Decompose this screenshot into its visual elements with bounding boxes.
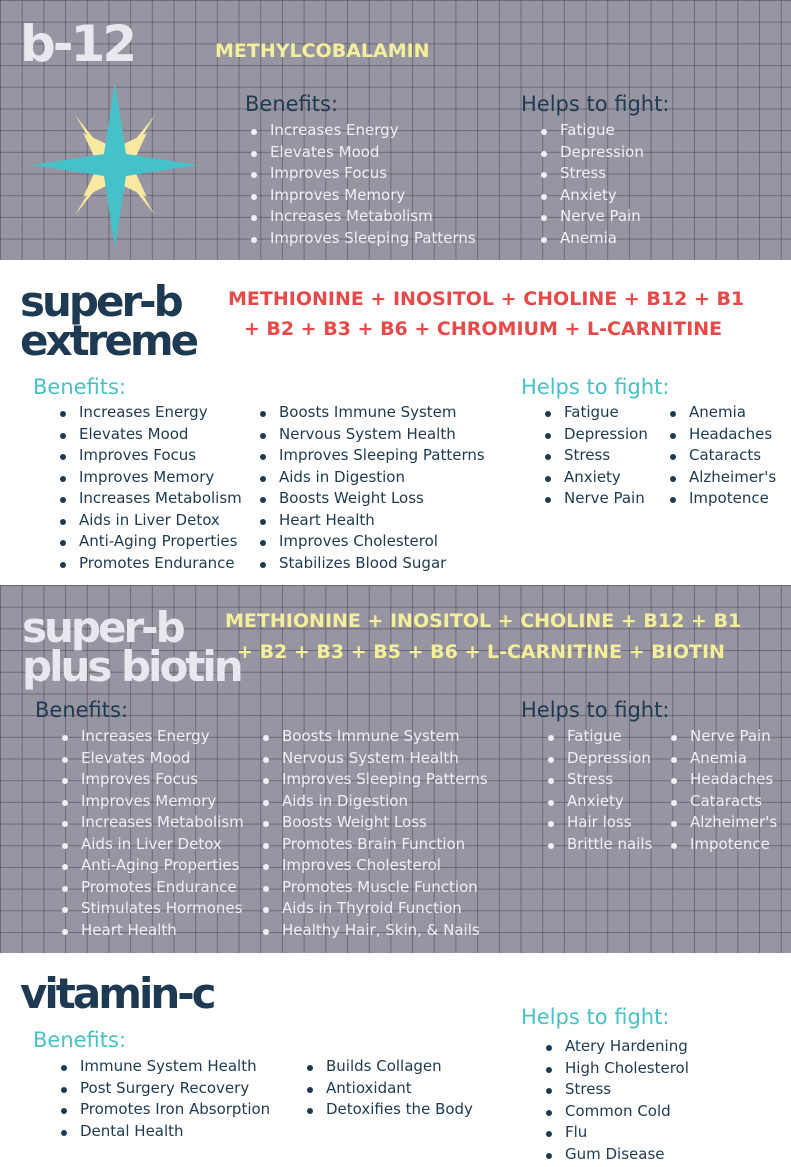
list-item: Detoxifies the Body	[304, 1099, 473, 1121]
b12-section	[0, 0, 791, 260]
list-item: Anti-Aging Properties	[57, 531, 242, 553]
list-item: Healthy Hair, Skin, & Nails	[260, 920, 488, 942]
biotin-fight-col1	[545, 726, 652, 855]
list-item: Anxiety	[538, 185, 644, 207]
biotin-formula-line1: METHIONINE + INOSITOL + CHOLINE + B12 + B1	[225, 610, 742, 632]
b12-benefits-list	[248, 120, 476, 249]
list-item: Elevates Mood	[57, 424, 242, 446]
list-item: Increases Energy	[248, 120, 476, 142]
list-item: Stress	[543, 1079, 689, 1101]
list-item: Atery Hardening	[543, 1036, 689, 1058]
biotin-title-line2: plus biotin	[22, 642, 241, 691]
list-item: Promotes Brain Function	[260, 834, 488, 856]
list-item: Elevates Mood	[59, 748, 244, 770]
list-item: Cataracts	[668, 791, 777, 813]
list-item: Boosts Immune System	[257, 402, 485, 424]
list-item: High Cholesterol	[543, 1058, 689, 1080]
list-item: Anemia	[668, 748, 777, 770]
super-b-extreme-section	[0, 260, 791, 585]
list-item: Aids in Thyroid Function	[260, 898, 488, 920]
list-item: Antioxidant	[304, 1078, 473, 1100]
list-item: Anemia	[667, 402, 776, 424]
b12-subtitle: METHYLCOBALAMIN	[215, 40, 430, 62]
biotin-title-line1: super-b	[22, 603, 183, 652]
vitc-fight-heading: Helps to fight:	[521, 1005, 670, 1029]
list-item: Flu	[543, 1122, 689, 1144]
list-item: Promotes Iron Absorption	[58, 1099, 270, 1121]
list-item: Depression	[538, 142, 644, 164]
list-item: Anemia	[538, 228, 644, 250]
list-item: Cataracts	[667, 445, 776, 467]
extreme-fight-col1	[542, 402, 648, 510]
list-item: Headaches	[668, 769, 777, 791]
list-item: Boosts Immune System	[260, 726, 488, 748]
vitc-fight-list	[543, 1036, 689, 1165]
list-item: Improves Sleeping Patterns	[257, 445, 485, 467]
b12-fight-heading: Helps to fight:	[521, 92, 670, 116]
biotin-benefits-col2	[260, 726, 488, 941]
list-item: Stress	[538, 163, 644, 185]
vitc-benefits-col1	[58, 1056, 270, 1142]
extreme-formula-line2: + B2 + B3 + B6 + CHROMIUM + L-CARNITINE	[243, 318, 723, 340]
list-item: Headaches	[667, 424, 776, 446]
list-item: Nerve Pain	[668, 726, 777, 748]
b12-benefits-heading: Benefits:	[245, 92, 339, 116]
extreme-fight-col2	[667, 402, 776, 510]
list-item: Heart Health	[257, 510, 485, 532]
list-item: Improves Memory	[248, 185, 476, 207]
list-item: Increases Metabolism	[59, 812, 244, 834]
extreme-benefits-col2	[257, 402, 485, 574]
list-item: Impotence	[667, 488, 776, 510]
list-item: Increases Metabolism	[248, 206, 476, 228]
list-item: Increases Metabolism	[57, 488, 242, 510]
list-item: Elevates Mood	[248, 142, 476, 164]
biotin-fight-col2	[668, 726, 777, 855]
list-item: Aids in Digestion	[260, 791, 488, 813]
extreme-benefits-col1	[57, 402, 242, 574]
list-item: Boosts Weight Loss	[257, 488, 485, 510]
list-item: Anti-Aging Properties	[59, 855, 244, 877]
list-item: Brittle nails	[545, 834, 652, 856]
list-item: Improves Memory	[59, 791, 244, 813]
star-icon	[30, 80, 200, 250]
list-item: Post Surgery Recovery	[58, 1078, 270, 1100]
list-item: Heart Health	[59, 920, 244, 942]
biotin-formula-line2: + B2 + B3 + B5 + B6 + L-CARNITINE + BIOTIN	[237, 641, 725, 663]
b12-title: b-12	[20, 15, 135, 73]
list-item: Promotes Endurance	[59, 877, 244, 899]
list-item: Promotes Endurance	[57, 553, 242, 575]
list-item: Stress	[542, 445, 648, 467]
extreme-formula-line1: METHIONINE + INOSITOL + CHOLINE + B12 + B1	[228, 288, 745, 310]
vitc-benefits-heading: Benefits:	[33, 1028, 127, 1052]
biotin-fight-heading: Helps to fight:	[521, 698, 670, 722]
extreme-fight-heading: Helps to fight:	[521, 375, 670, 399]
list-item: Improves Sleeping Patterns	[260, 769, 488, 791]
list-item: Improves Focus	[57, 445, 242, 467]
list-item: Stabilizes Blood Sugar	[257, 553, 485, 575]
list-item: Aids in Digestion	[257, 467, 485, 489]
list-item: Nervous System Health	[260, 748, 488, 770]
extreme-title-line1: super-b	[20, 277, 181, 326]
list-item: Promotes Muscle Function	[260, 877, 488, 899]
list-item: Nerve Pain	[542, 488, 648, 510]
list-item: Aids in Liver Detox	[59, 834, 244, 856]
list-item: Aids in Liver Detox	[57, 510, 242, 532]
list-item: Improves Focus	[248, 163, 476, 185]
super-b-biotin-section	[0, 585, 791, 953]
list-item: Impotence	[668, 834, 777, 856]
list-item: Anxiety	[542, 467, 648, 489]
list-item: Immune System Health	[58, 1056, 270, 1078]
list-item: Fatigue	[545, 726, 652, 748]
list-item: Gum Disease	[543, 1144, 689, 1166]
list-item: Hair loss	[545, 812, 652, 834]
list-item: Fatigue	[542, 402, 648, 424]
list-item: Increases Energy	[59, 726, 244, 748]
list-item: Nervous System Health	[257, 424, 485, 446]
list-item: Improves Cholesterol	[257, 531, 485, 553]
list-item: Fatigue	[538, 120, 644, 142]
list-item: Common Cold	[543, 1101, 689, 1123]
list-item: Alzheimer's	[667, 467, 776, 489]
biotin-benefits-col1	[59, 726, 244, 941]
list-item: Depression	[542, 424, 648, 446]
list-item: Anxiety	[545, 791, 652, 813]
vitamin-c-section	[0, 953, 791, 1167]
list-item: Improves Focus	[59, 769, 244, 791]
list-item: Dental Health	[58, 1121, 270, 1143]
b12-fight-list	[538, 120, 644, 249]
list-item: Stimulates Hormones	[59, 898, 244, 920]
vitc-title: vitamin-c	[20, 969, 214, 1018]
list-item: Improves Memory	[57, 467, 242, 489]
list-item: Improves Sleeping Patterns	[248, 228, 476, 250]
list-item: Stress	[545, 769, 652, 791]
list-item: Boosts Weight Loss	[260, 812, 488, 834]
list-item: Builds Collagen	[304, 1056, 473, 1078]
biotin-benefits-heading: Benefits:	[35, 698, 129, 722]
list-item: Increases Energy	[57, 402, 242, 424]
list-item: Improves Cholesterol	[260, 855, 488, 877]
extreme-benefits-heading: Benefits:	[33, 375, 127, 399]
list-item: Alzheimer's	[668, 812, 777, 834]
list-item: Nerve Pain	[538, 206, 644, 228]
vitc-benefits-col2	[304, 1056, 473, 1121]
list-item: Depression	[545, 748, 652, 770]
extreme-title-line2: extreme	[20, 316, 197, 365]
